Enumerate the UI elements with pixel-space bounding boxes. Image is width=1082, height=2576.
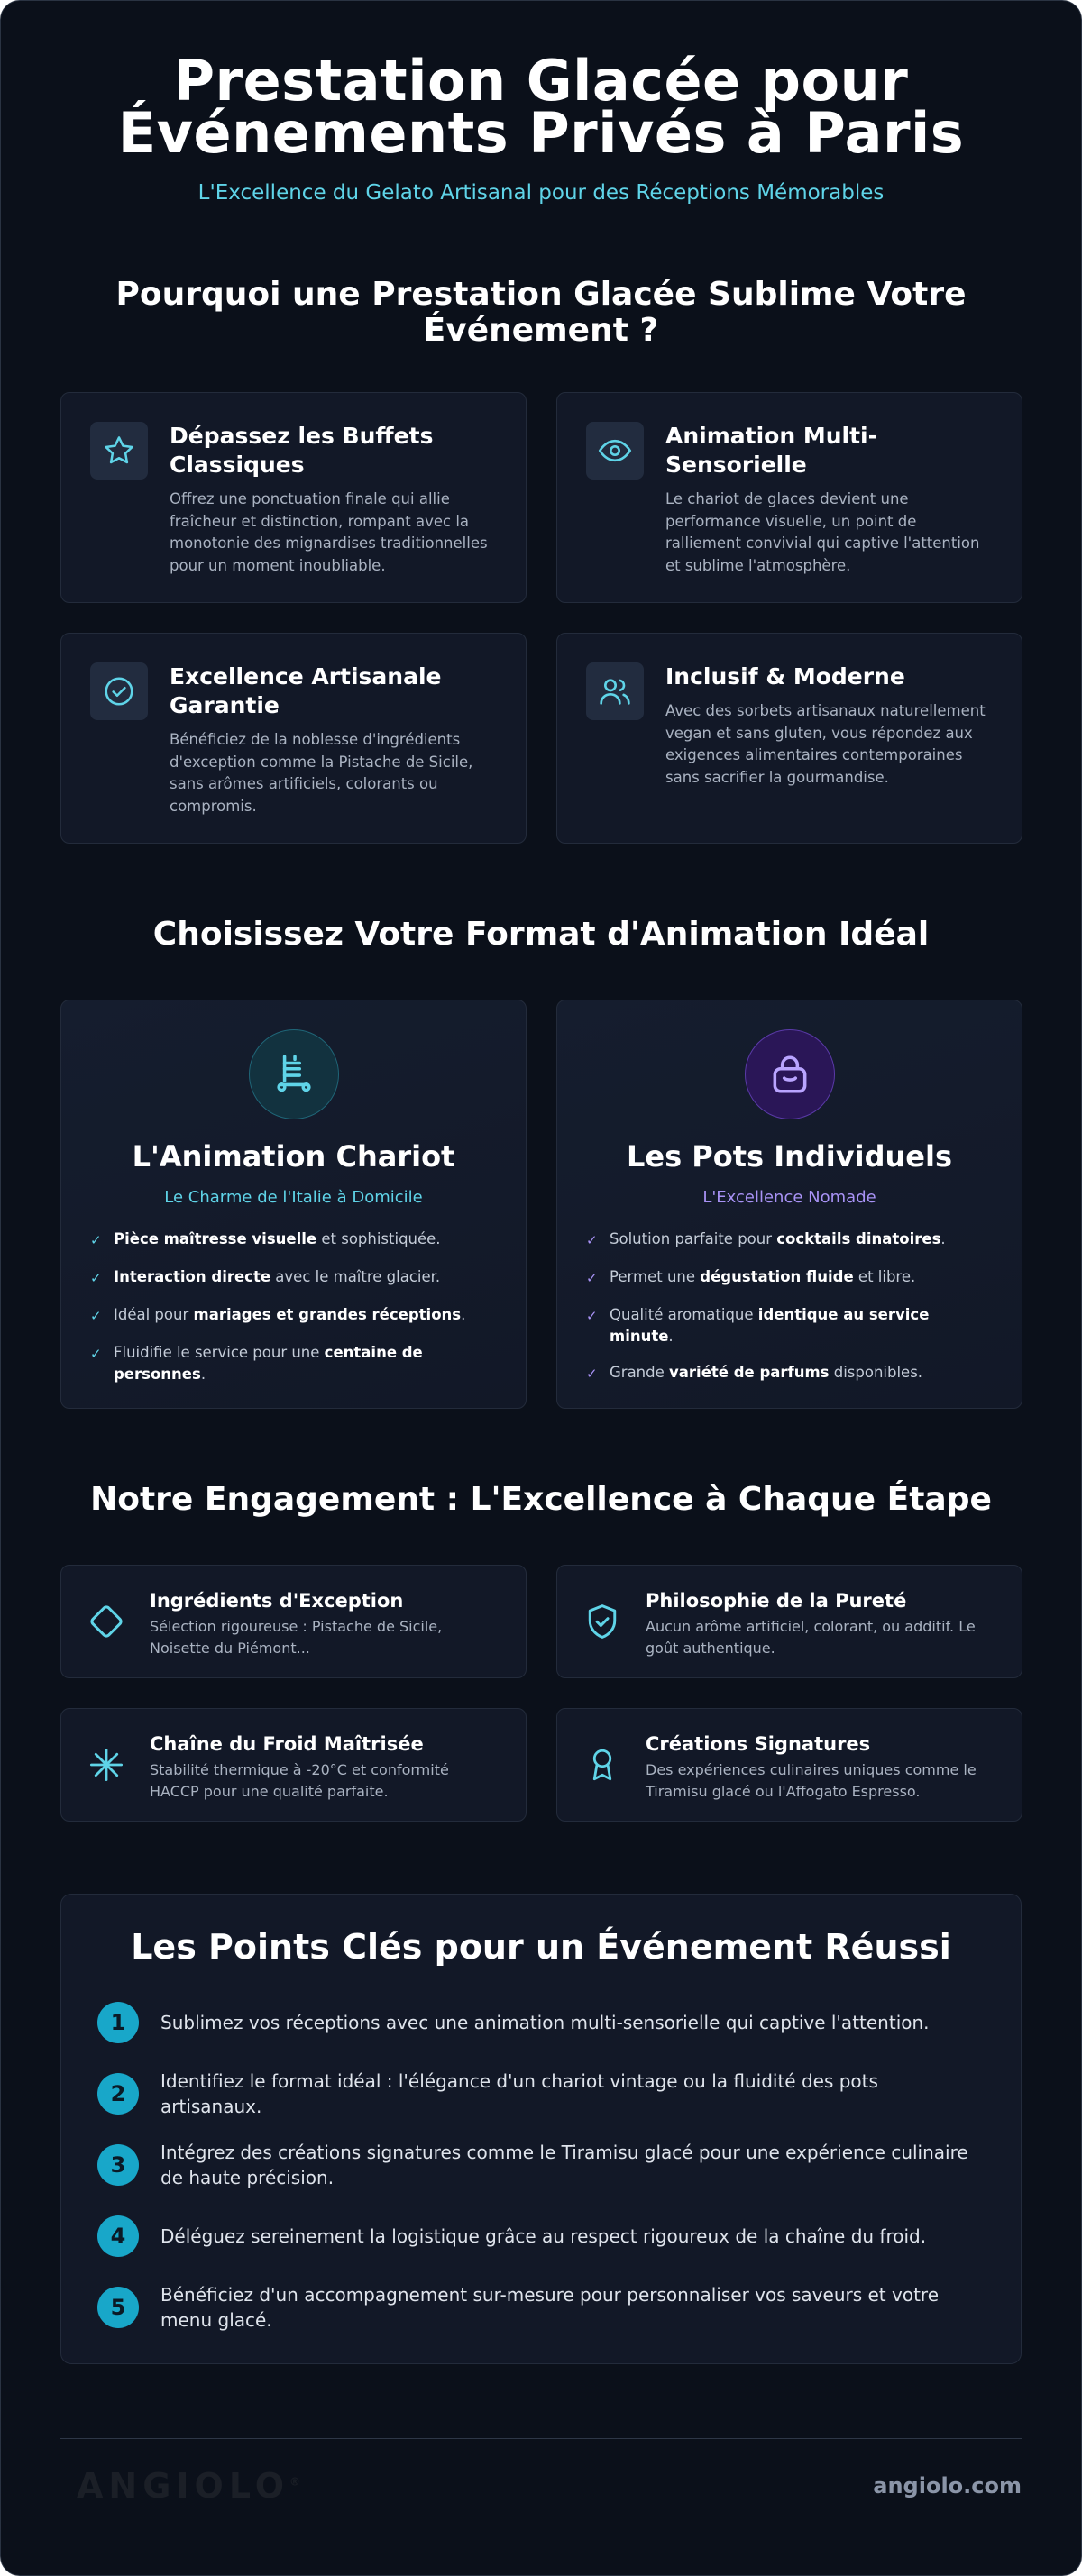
- list-item: [97, 2140, 985, 2190]
- commitment-desc: Stabilité thermique à -20°C et conformité HACCP pour une qualité parfaite.: [150, 1761, 449, 1800]
- check-circle-icon: [90, 662, 148, 720]
- check-icon: ✓: [586, 1232, 598, 1248]
- why-card-title: Animation Multi-Sensorielle: [665, 423, 877, 478]
- page-subtitle: L'Excellence du Gelato Artisanal pour des Réceptions Mémorables: [197, 181, 885, 205]
- commitment-title: Philosophie de la Pureté: [646, 1590, 907, 1612]
- award-icon: [581, 1743, 624, 1786]
- number-badge: 4: [97, 2215, 139, 2257]
- format-subtitle: L'Excellence Nomade: [702, 1188, 876, 1207]
- list-item: ✓ Fluidifie le service pour une centaine de personnes.: [90, 1342, 497, 1385]
- commitment-card-signatures: [556, 1708, 1022, 1822]
- commitment-cards: [1, 1565, 1081, 1822]
- why-card-title: Excellence Artisanale Garantie: [170, 663, 442, 718]
- why-card-buffets: [60, 392, 527, 603]
- page-title: [1, 48, 1081, 166]
- list-item: [97, 1997, 985, 2048]
- list-item: ✓ Solution parfaite pour cocktails dinatoires.: [586, 1229, 993, 1252]
- key-points-list: [97, 1997, 985, 2333]
- number-badge: 2: [97, 2073, 139, 2115]
- commitment-title: Créations Signatures: [646, 1733, 871, 1755]
- eye-icon: [586, 422, 644, 480]
- why-card-title: Dépassez les Buffets Classiques: [170, 423, 434, 478]
- page-title-line-1: Prestation Glacée pour: [173, 48, 909, 114]
- list-item: [97, 2211, 985, 2261]
- format-title: Les Pots Individuels: [627, 1139, 952, 1174]
- format-cards: [1, 1000, 1081, 1409]
- page-footer: [1, 2439, 1081, 2506]
- list-item: ✓ Idéal pour mariages et grandes réceptions.: [90, 1304, 497, 1328]
- format-title: L'Animation Chariot: [132, 1139, 455, 1174]
- key-point-text: Bénéficiez d'un accompagnement sur-mesure pour personnaliser vos saveurs et votre menu glacé.: [160, 2284, 939, 2331]
- why-card-desc: Offrez une ponctuation finale qui allie fraîcheur et distinction, rompant avec la monotonie des mignardises traditionnelles pour un moment inoubliable.: [170, 490, 488, 574]
- list-item: ✓ Permet une dégustation fluide et libre.: [586, 1266, 993, 1290]
- page-title-line-2: Événements Privés à Paris: [117, 100, 965, 166]
- list-item: [97, 2282, 985, 2333]
- commitment-desc: Aucun arôme artificiel, colorant, ou additif. Le goût authentique.: [646, 1618, 976, 1657]
- key-points-panel: [60, 1894, 1022, 2364]
- check-icon: ✓: [90, 1308, 102, 1324]
- key-point-text: Déléguez sereinement la logistique grâce au respect rigoureux de la chaîne du froid.: [160, 2225, 927, 2247]
- key-points-title: Les Points Clés pour un Événement Réussi: [131, 1927, 951, 1967]
- why-card-animation: [556, 392, 1022, 603]
- check-icon: ✓: [586, 1270, 598, 1286]
- format-card-chariot: [60, 1000, 527, 1409]
- website-link[interactable]: angiolo.com: [873, 2473, 1022, 2498]
- key-point-text: Identifiez le format idéal : l'élégance d'un chariot vintage ou la fluidité des pots artisanaux.: [160, 2070, 878, 2117]
- commitment-desc: Des expériences culinaires uniques comme le Tiramisu glacé ou l'Affogato Espresso.: [646, 1761, 977, 1800]
- check-icon: ✓: [90, 1346, 102, 1362]
- list-item: ✓ Grande variété de parfums disponibles.: [586, 1362, 993, 1385]
- page-header: [1, 1, 1081, 205]
- list-item: [97, 2069, 985, 2119]
- star-icon: [90, 422, 148, 480]
- diamond-icon: [85, 1600, 128, 1643]
- shield-check-icon: [581, 1600, 624, 1643]
- format-feature-list: [586, 1229, 993, 1385]
- formats-section-title: Choisissez Votre Format d'Animation Idéal: [152, 916, 930, 953]
- check-icon: ✓: [586, 1366, 598, 1382]
- commitment-card-ingredients: [60, 1565, 527, 1678]
- list-item: ✓ Interaction directe avec le maître glacier.: [90, 1266, 497, 1290]
- commitment-section-title: Notre Engagement : L'Excellence à Chaque Étape: [90, 1481, 992, 1518]
- users-icon: [586, 662, 644, 720]
- why-cards: [1, 392, 1081, 844]
- why-card-title: Inclusif & Moderne: [665, 663, 905, 690]
- why-card-desc: Le chariot de glaces devient une performance visuelle, un point de ralliement convivial qui captive l'attention et sublime l'atmosphère.: [665, 490, 980, 574]
- why-card-desc: Bénéficiez de la noblesse d'ingrédients d'exception comme la Pistache de Sicile, sans arômes artificiels, colorants ou compromis.: [170, 731, 473, 815]
- why-section-title: Pourquoi une Prestation Glacée Sublime Votre Événement ?: [115, 276, 967, 349]
- list-item: ✓ Pièce maîtresse visuelle et sophistiquée.: [90, 1229, 497, 1252]
- bag-icon: [745, 1029, 835, 1119]
- check-icon: ✓: [90, 1232, 102, 1248]
- key-point-text: Sublimez vos réceptions avec une animation multi-sensorielle qui captive l'attention.: [160, 2012, 930, 2033]
- format-feature-list: [90, 1229, 497, 1385]
- number-badge: 1: [97, 2002, 139, 2043]
- check-icon: ✓: [586, 1308, 598, 1324]
- list-item: ✓ Qualité aromatique identique au service minute.: [586, 1304, 993, 1347]
- number-badge: 3: [97, 2144, 139, 2186]
- cart-icon: [249, 1029, 339, 1119]
- format-subtitle: Le Charme de l'Italie à Domicile: [164, 1188, 423, 1207]
- why-card-desc: Avec des sorbets artisanaux naturellement vegan et sans gluten, vous répondez aux exigences alimentaires contemporaines sans sacrifier la gourmandise.: [665, 702, 986, 786]
- number-badge: 5: [97, 2287, 139, 2328]
- key-point-text: Intégrez des créations signatures comme le Tiramisu glacé pour une expérience culinaire de haute précision.: [160, 2142, 968, 2188]
- check-icon: ✓: [90, 1270, 102, 1286]
- why-card-inclusive: [556, 633, 1022, 844]
- snowflake-icon: [85, 1743, 128, 1786]
- commitment-card-purity: [556, 1565, 1022, 1678]
- brand-logo: ANGIOLO®: [77, 2466, 301, 2506]
- commitment-desc: Sélection rigoureuse : Pistache de Sicile, Noisette du Piémont...: [150, 1618, 443, 1657]
- commitment-title: Chaîne du Froid Maîtrisée: [150, 1733, 424, 1755]
- why-card-excellence: [60, 633, 527, 844]
- commitment-title: Ingrédients d'Exception: [150, 1590, 404, 1612]
- format-card-pots: [556, 1000, 1022, 1409]
- commitment-card-cold-chain: [60, 1708, 527, 1822]
